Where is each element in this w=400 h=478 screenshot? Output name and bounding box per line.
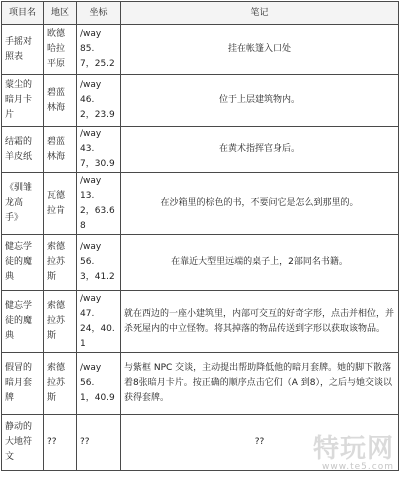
note-cell: 位于上层建筑物内。 [121,75,399,127]
table-row [2,353,399,415]
item-name-cell: 静动的 大地符 文 [2,415,44,471]
table-row [2,127,399,173]
area-cell: 碧蓝 林海 [44,75,77,127]
area-cell: 索德 拉苏 斯 [44,235,77,291]
note-cell: 就在西边的一座小建筑里，内部可交互的好奇字形，点击并相位，并杀死屋内的中立怪物。将其掉落的物品传送到字形以获取该物品。 [121,291,399,353]
table-row [2,415,399,471]
item-name-cell: 手摇对 照表 [2,25,44,75]
item-name-cell: 健忘学 徒的魔 典 [2,291,44,353]
guide-table [1,1,399,471]
table-row [2,235,399,291]
header-coord: 坐标 [77,2,121,25]
area-cell: 欧德 哈拉 平原 [44,25,77,75]
table-row [2,25,399,75]
item-name-cell: 健忘学 徒的魔 典 [2,235,44,291]
note-cell: 挂在帐篷入口处 [121,25,399,75]
item-name-cell: 结霜的 羊皮纸 [2,127,44,173]
watermark-logo: 特玩网 [312,434,394,464]
coord-cell: /way 13. 2，63.6 8 [77,173,121,235]
coord-cell: /way 56. 3，41.2 [77,235,121,291]
coord-cell: /way 43. 7，30.9 [77,127,121,173]
table-row [2,173,399,235]
area-cell: 碧蓝 林海 [44,127,77,173]
header-name: 项目名 [2,2,44,25]
coord-cell: /way 56. 1，40.9 [77,353,121,415]
coord-cell: /way 46. 2，23.9 [77,75,121,127]
area-cell: 索德 拉苏 斯 [44,353,77,415]
item-name-cell: 《驯雏 龙高 手》 [2,173,44,235]
header-note: 笔记 [121,2,399,25]
watermark-url: www.te5.com [322,462,394,472]
item-name-cell: 假冒的 暗月套 牌 [2,353,44,415]
header-row [2,2,399,25]
coord-cell: /way 47. 24，40. 1 [77,291,121,353]
note-cell: 在沙箱里的棕色的书，不要问它是怎么到那里的。 [121,173,399,235]
note-cell: 在靠近大型里远端的桌子上，2部同名书籍。 [121,235,399,291]
table-row [2,75,399,127]
item-name-cell: 蒙尘的 暗月卡 片 [2,75,44,127]
area-cell: 索德 拉苏 斯 [44,291,77,353]
note-cell: 在黄术指挥官身后。 [121,127,399,173]
note-cell: ?? [121,415,399,471]
note-cell: 与紫框 NPC 交谈，主动提出帮助降低他的暗月套牌。她的脚下散落着8张暗月卡片。按正确的顺序点击它们（A 到8），之后与她交谈以获得套牌。 [121,353,399,415]
header-area: 地区 [44,2,77,25]
table-row [2,291,399,353]
coord-cell: /way 85. 7，25.2 [77,25,121,75]
area-cell: ?? [44,415,77,471]
coord-cell: ?? [77,415,121,471]
area-cell: 瓦德 拉肯 [44,173,77,235]
